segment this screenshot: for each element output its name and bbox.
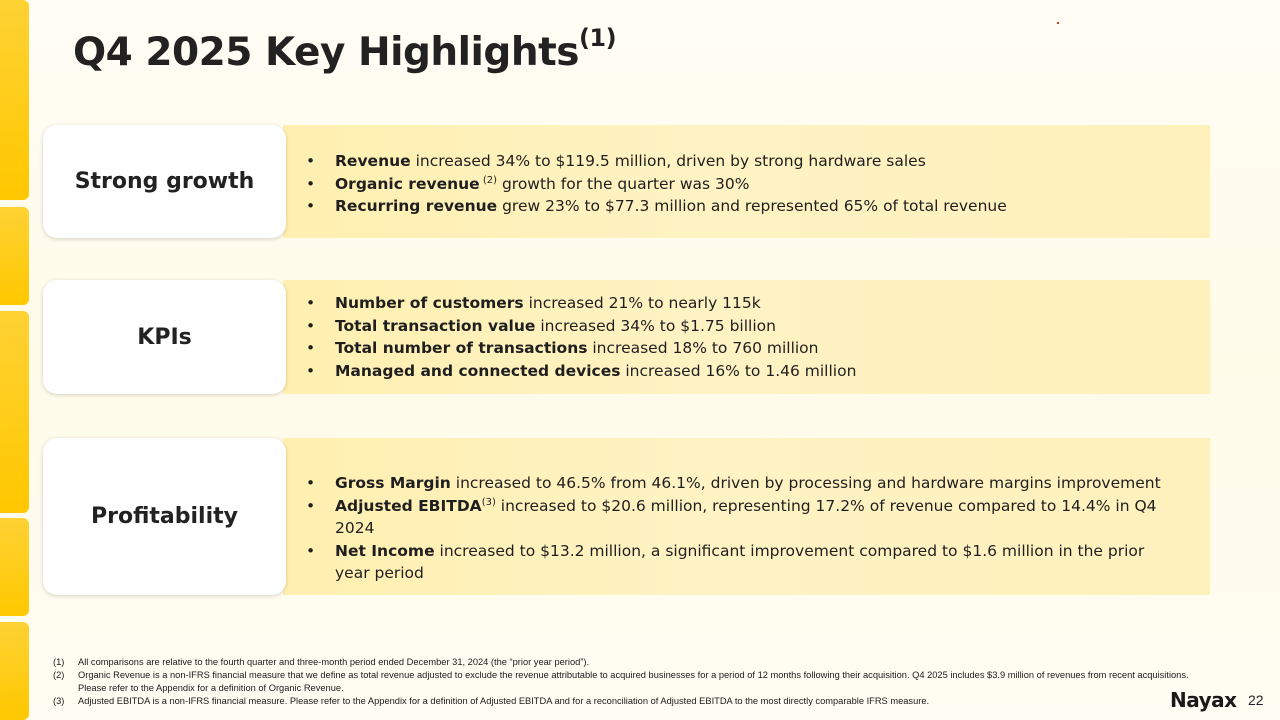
bullet-item: • Revenue increased 34% to $119.5 million, driven by strong hardware sales: [305, 150, 1170, 173]
page-title: Q4 2025 Key Highlights$^{(1)}$: [73, 24, 617, 75]
section-label: Profitability: [43, 438, 286, 595]
decorative-dot: [1057, 22, 1059, 24]
section-profitability: [43, 438, 1210, 595]
footnotes: [53, 656, 1218, 708]
bullet-item: • Total transaction value increased 34% to $1.75 billion: [305, 315, 1170, 338]
bullet-list: [305, 472, 1170, 585]
bullet-item: • Adjusted EBITDA$^{(3)}$ increased to $20.6 million, representing 17.2% of revenue compared to 14.4% in Q4 2024: [305, 495, 1170, 540]
bullet-list: [305, 292, 1170, 382]
accent-segment: [0, 0, 29, 200]
footnote: (1) All comparisons are relative to the fourth quarter and three-month period ended December 31, 2024 (the “prior year period”).: [53, 657, 590, 667]
bullet-list: [305, 150, 1170, 218]
bullet-item: • Organic revenue $^{(2)}$ growth for the quarter was 30%: [305, 173, 1170, 196]
bullet-item: • Gross Margin increased to 46.5% from 46.1%, driven by processing and hardware margins improvement: [305, 472, 1170, 495]
bullet-item: • Number of customers increased 21% to nearly 115k: [305, 292, 1170, 315]
section-strong-growth: [43, 125, 1210, 238]
bullet-item: • Recurring revenue grew 23% to $77.3 million and represented 65% of total revenue: [305, 195, 1170, 218]
bullet-item: • Total number of transactions increased 18% to 760 million: [305, 337, 1170, 360]
accent-segment: [0, 311, 29, 513]
bullet-item: • Managed and connected devices increased 16% to 1.46 million: [305, 360, 1170, 383]
section-label: KPIs: [43, 280, 286, 394]
accent-segment: [0, 622, 29, 720]
section-kpis: [43, 280, 1210, 394]
accent-segment: [0, 207, 29, 305]
footnote: (3) Adjusted EBITDA is a non-IFRS financial measure. Please refer to the Appendix for a definition of Adjusted EBITDA and for a reconciliation of Adjusted EBITDA to the most directly comparable IFRS measure.: [53, 696, 930, 706]
section-label: Strong growth: [43, 125, 286, 238]
nayax-logo: Nayax: [1170, 688, 1237, 712]
title-footnote-ref: (1): [578, 24, 617, 52]
footnote: (2) Organic Revenue is a non-IFRS financial measure that we define as total revenue adjusted to exclude the revenue attributable to acquired businesses for a period of 12 months following their acquisition. Q4 2025 includes $3.9 million of revenues from recent acquisitions. Please refer to the Appendix for a definition of Organic Revenue.: [53, 670, 1189, 693]
bullet-item: • Net Income increased to $13.2 million, a significant improvement compared to $1.6 million in the prior year period: [305, 540, 1170, 585]
accent-segment: [0, 518, 29, 616]
page-number: 22: [1248, 692, 1264, 708]
side-accent-strip: [0, 0, 29, 720]
